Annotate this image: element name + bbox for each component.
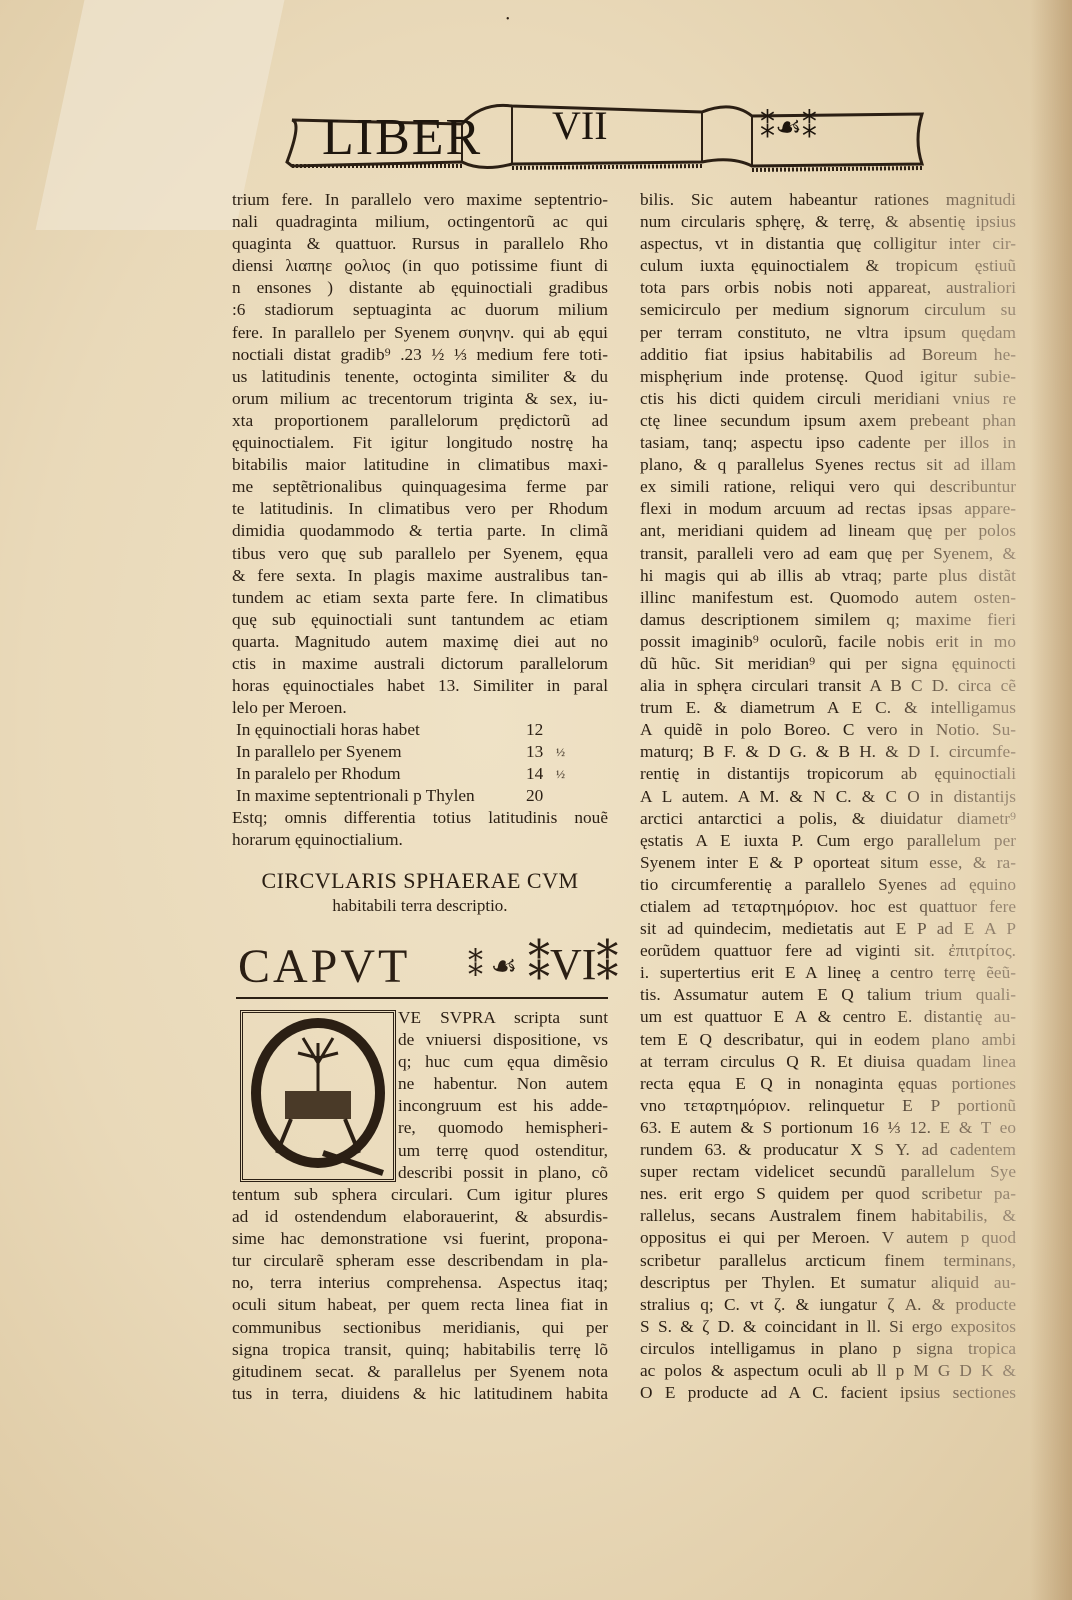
text-line: additio fiat ipsius habitabilis ad Boreum he- bbox=[640, 344, 1016, 366]
text-line: tis. Assumatur autem E Q talium trium quali- bbox=[640, 984, 1016, 1006]
banner-ornament: ⁑☙⁑ bbox=[760, 111, 817, 144]
hours-table bbox=[236, 719, 612, 807]
text-line: tasiam, tanq; aspectu ipso cadente per illos in bbox=[640, 432, 1016, 454]
table-cell-fraction: ½ bbox=[556, 745, 565, 760]
chapter-label: CAPVT bbox=[238, 940, 411, 993]
text-line: bitabilis maior latitudine in climatibus maxi- bbox=[232, 455, 608, 475]
table-row bbox=[236, 741, 612, 763]
text-line: Syenem inter E & P oporteat situm esse, & ra- bbox=[640, 852, 1016, 874]
text-line: horas ęquinoctiales habet 13. Similiter in paral bbox=[232, 676, 608, 696]
text-line: dũ hũc. Sit meridian⁹ qui per signa ęquinocti bbox=[640, 653, 1016, 675]
text-line: me septẽtrionalibus quinquagesima ferme par bbox=[232, 477, 608, 497]
text-line: rentię in distantijs tropicorum ab ęquinoctiali bbox=[640, 763, 1016, 785]
book-number: VII bbox=[552, 103, 608, 148]
text-line: tio circumferentię a parallelo Syenes ad ęquino bbox=[640, 874, 1016, 896]
text-line: plano, & q parallelus Syenes rectus sit ad illam bbox=[640, 454, 1016, 476]
text-line: super rectam videlicet secundũ parallelum Sye bbox=[640, 1161, 1016, 1183]
decorated-initial bbox=[240, 1010, 396, 1182]
text-line: diensi λιαπηε ϱολιος (in quo potissime fiunt di bbox=[232, 256, 608, 276]
text-line: transit, paralleli vero ad eam quę per Syenem, & bbox=[640, 543, 1016, 565]
text-line: tus in terra, diuidens & hic latitudinem habita bbox=[232, 1383, 608, 1403]
text-line: no, terra interius comprehensa. Aspectus itaq; bbox=[232, 1273, 608, 1293]
text-line: ctialem ad τεταρτημόριον. hoc est quattuor fere bbox=[640, 896, 1016, 918]
text-line: tem E Q describatur, qui in eodem plano ambi bbox=[640, 1029, 1016, 1051]
text-line: horarum ęquinoctialium. bbox=[232, 830, 403, 850]
chapter-number: ⁑VI⁑ bbox=[528, 940, 619, 989]
text-line: n ensones ) distante ab ęquinoctiali gradibus bbox=[232, 278, 608, 298]
text-line: illinc manifestum est. Quomodo autem osten- bbox=[640, 587, 1016, 609]
table-cell-label: In maxime septentrionali p Thylen bbox=[236, 786, 475, 806]
text-line: sime hac demonstratione vsi fuerint, propona- bbox=[232, 1229, 608, 1249]
text-line: flexi in modum arcuum ad rectas ipsas appare- bbox=[640, 498, 1016, 520]
text-line: describi possit in plano, cõ bbox=[398, 1162, 608, 1182]
text-line: scribetur parallelus arcticum finem terminans, bbox=[640, 1250, 1016, 1272]
text-line: quaginta & quattuor. Rursus in parallelo Rho bbox=[232, 234, 608, 254]
table-row bbox=[236, 763, 612, 785]
text-line: tibus vero quę sub parallelo per Syenem, ęqua bbox=[232, 543, 608, 563]
text-line: fere. In parallelo per Syenem συηνην. qui ab ęqui bbox=[232, 322, 608, 342]
text-line: hi magis qui ab illis ab vtraq; parte plus distãt bbox=[640, 565, 1016, 587]
text-line: tentum sub sphera circulari. Cum igitur plures bbox=[232, 1185, 608, 1204]
text-line: descriptus per Thylen. Et sumatur aliquid au- bbox=[640, 1272, 1016, 1294]
text-line: trium fere. In parallelo vero maxime septentrio- bbox=[232, 190, 608, 209]
text-line: oculi situm habeat, per quem recta linea fiat in bbox=[232, 1295, 608, 1315]
text-line: damus descriptionem similem q; maxime fieri bbox=[640, 609, 1016, 631]
table-row bbox=[236, 719, 612, 741]
text-line: orum milium ac trecentorum triginta & sex, iu- bbox=[232, 388, 608, 408]
text-line: incongruum est his adde- bbox=[398, 1096, 608, 1116]
text-line: at terram circulus Q R. Et diuisa quadam linea bbox=[640, 1051, 1016, 1073]
text-line: de vniuersi dispositione, vs bbox=[398, 1030, 608, 1050]
text-line: VE SVPRA scripta sunt bbox=[398, 1008, 608, 1027]
text-line: vno τεταρτημόριον. relinquetur E P portionũ bbox=[640, 1095, 1016, 1117]
text-line: noctiali distat gradib⁹ .23 ½ ⅓ medium fere toti- bbox=[232, 344, 608, 364]
chapter-intro-text bbox=[398, 1007, 608, 1184]
text-line: arctici antarctici a polis, & diuidatur diametr⁹ bbox=[640, 808, 1016, 830]
text-line: & fere sexta. In plagis maxime australibus tan- bbox=[232, 565, 608, 585]
chapter-body-text bbox=[232, 1184, 608, 1405]
text-line: Estq; omnis differentia totius latitudinis nouẽ bbox=[232, 808, 608, 827]
section-subtitle: habitabili terra descriptio. bbox=[332, 896, 508, 915]
right-column-text bbox=[640, 189, 1016, 1404]
text-line: circulos intelligamus in plano p signa tropica bbox=[640, 1338, 1016, 1360]
table-row bbox=[236, 785, 612, 807]
text-line: quę sub ęquinoctiali sunt tantundem ac etiam bbox=[232, 609, 608, 629]
text-line: eorũdem quattuor fere ad viginti sit. ἐπιτρίτος. bbox=[640, 940, 1016, 962]
text-line: nes. erit ergo S quidem per quod scribetur pa- bbox=[640, 1183, 1016, 1205]
chapter-ornament: ⁑ ☙ bbox=[468, 950, 518, 983]
text-line: signa tropica transit, quinq; habitabilis terrę lõ bbox=[232, 1339, 608, 1359]
text-line: rundem 63. & producatur X S Y. ad cadentem bbox=[640, 1139, 1016, 1161]
text-line: ad id ostendendum elaborauerint, & absurdis- bbox=[232, 1207, 608, 1227]
text-line: i. supertertius erit E A lineę a centro terrę ẽeũ- bbox=[640, 962, 1016, 984]
text-line: O E producte ad A C. facient ipsius sectiones bbox=[640, 1382, 1016, 1404]
text-line: possit imaginib⁹ oculorũ, facile nobis erit in mo bbox=[640, 631, 1016, 653]
text-line: tota pars orbis nobis noti appareat, australiori bbox=[640, 277, 1016, 299]
liber-label: LIBER bbox=[322, 109, 483, 166]
text-line: trum E. & diametrum A E C. & intelligamus bbox=[640, 697, 1016, 719]
text-line: stralius q; C. vt ζ. & iungatur ζ A. & producte bbox=[640, 1294, 1016, 1316]
text-line: ant, meridiani quidem ad lineam quę per polos bbox=[640, 520, 1016, 542]
text-line: :6 stadiorum septuaginta ac duorum milium bbox=[232, 300, 608, 320]
text-line: dimidia quodammodo & tertia parte. In climã bbox=[232, 521, 608, 541]
page-gutter-shadow bbox=[1030, 0, 1072, 1600]
text-line: S S. & ζ D. & coincidant in ll. Si ergo expositos bbox=[640, 1316, 1016, 1338]
text-line: alia in sphęra circulari transit A B C D. circa cẽ bbox=[640, 675, 1016, 697]
table-cell-label: In paralelo per Rhodum bbox=[236, 764, 401, 784]
text-line: oppositus ei qui per Meroen. V autem p quod bbox=[640, 1227, 1016, 1249]
text-line: us latitudinis tenente, octoginta similiter & du bbox=[232, 366, 608, 386]
text-line: rallelus, secans Australem finem habitabilis, & bbox=[640, 1205, 1016, 1227]
text-line: aspectus, vt in distantia quę colligitur inter cir- bbox=[640, 233, 1016, 255]
text-line: ac polos & aspectum oculi ab ll p M G D K & bbox=[640, 1360, 1016, 1382]
text-line: ne habentur. Non autem bbox=[398, 1074, 608, 1094]
table-cell-label: In ęquinoctiali horas habet bbox=[236, 720, 420, 739]
table-cell-value: 12 bbox=[526, 720, 544, 739]
text-line: misphęrium inde protensę. Quod igitur subie- bbox=[640, 366, 1016, 388]
text-line: tur circularẽ spheram esse describendam in pla- bbox=[232, 1251, 608, 1271]
left-column-text bbox=[232, 189, 608, 719]
text-line: communibus sectionibus meridianis, qui per bbox=[232, 1317, 608, 1337]
text-line: sit ad quindecim, medietatis aut E P ad E A P bbox=[640, 918, 1016, 940]
left-column-closing bbox=[232, 807, 608, 851]
text-line: um est quattuor E A & centro E. distantię au- bbox=[640, 1006, 1016, 1028]
text-line: lelo per Meroen. bbox=[232, 698, 347, 718]
text-line: num circularis sphęrę, & terrę, & absentię ipsius bbox=[640, 211, 1016, 233]
table-cell-value: 13 bbox=[526, 742, 544, 762]
folio-mark: • bbox=[506, 14, 510, 25]
text-line: tundem ac etiam sexta parte fere. In climatibus bbox=[232, 587, 608, 607]
table-cell-value: 14 bbox=[526, 764, 544, 784]
table-cell-value: 20 bbox=[526, 786, 544, 806]
text-line: q; huc cum ęqua dimẽsio bbox=[398, 1052, 608, 1072]
woodcut-initial-q-icon bbox=[243, 1013, 393, 1179]
text-line: culum iuxta ęquinoctialem & tropicum ęstiuũ bbox=[640, 255, 1016, 277]
text-line: gitudinem secat. & parallelus per Syenem nota bbox=[232, 1361, 608, 1381]
text-line: xta proportionem parallelorum prędictorũ ad bbox=[232, 410, 608, 430]
text-line: ctis in maxime australi dictorum parallelorum bbox=[232, 653, 608, 673]
text-line: A quidẽ in polo Boreo. C vero in Notio. Su- bbox=[640, 719, 1016, 741]
text-line: nali quadraginta milium, octingentorũ ac qui bbox=[232, 212, 608, 232]
text-line: 63. E autem & S portionum 16 ⅓ 12. E & T eo bbox=[640, 1117, 1016, 1139]
table-cell-fraction: ½ bbox=[556, 767, 565, 782]
text-line: semicirculo per medium signorum circulum su bbox=[640, 299, 1016, 321]
text-line: ex simili ratione, reliqui vero qui describuntur bbox=[640, 476, 1016, 498]
text-line: ctis his dicti quidem circuli meridiani vnius re bbox=[640, 388, 1016, 410]
book-header-banner bbox=[282, 92, 942, 182]
text-line: quarta. Magnitudo autem maximę diei aut no bbox=[232, 631, 608, 651]
chapter-heading bbox=[236, 935, 619, 999]
text-line: re, quomodo hemispheri- bbox=[398, 1118, 608, 1138]
text-line: A L autem. A M. & N C. & C O in distantijs bbox=[640, 786, 1016, 808]
text-line: ęquinoctialem. Fit igitur longitudo nostrę ha bbox=[232, 433, 608, 453]
text-line: um terrę quod ostenditur, bbox=[398, 1140, 608, 1160]
text-line: per terram constituto, ne vltra ipsum quędam bbox=[640, 322, 1016, 344]
text-line: te latitudinis. In climatibus vero per Rhodum bbox=[232, 499, 608, 519]
table-cell-label: In parallelo per Syenem bbox=[236, 742, 402, 762]
text-line: recta ęqua E Q in nonaginta ęquas portiones bbox=[640, 1073, 1016, 1095]
text-line: bilis. Sic autem habeantur rationes magnitudi bbox=[640, 189, 1016, 211]
text-line: ęstatis A E iuxta P. Cum ergo parallelum per bbox=[640, 830, 1016, 852]
text-line: ctę linee secundum ipsum axem prebeant phan bbox=[640, 410, 1016, 432]
section-title: CIRCVLARIS SPHAERAE CVM bbox=[261, 868, 579, 893]
text-line: maturq; B F. & D G. & B H. & D I. circumfe- bbox=[640, 741, 1016, 763]
